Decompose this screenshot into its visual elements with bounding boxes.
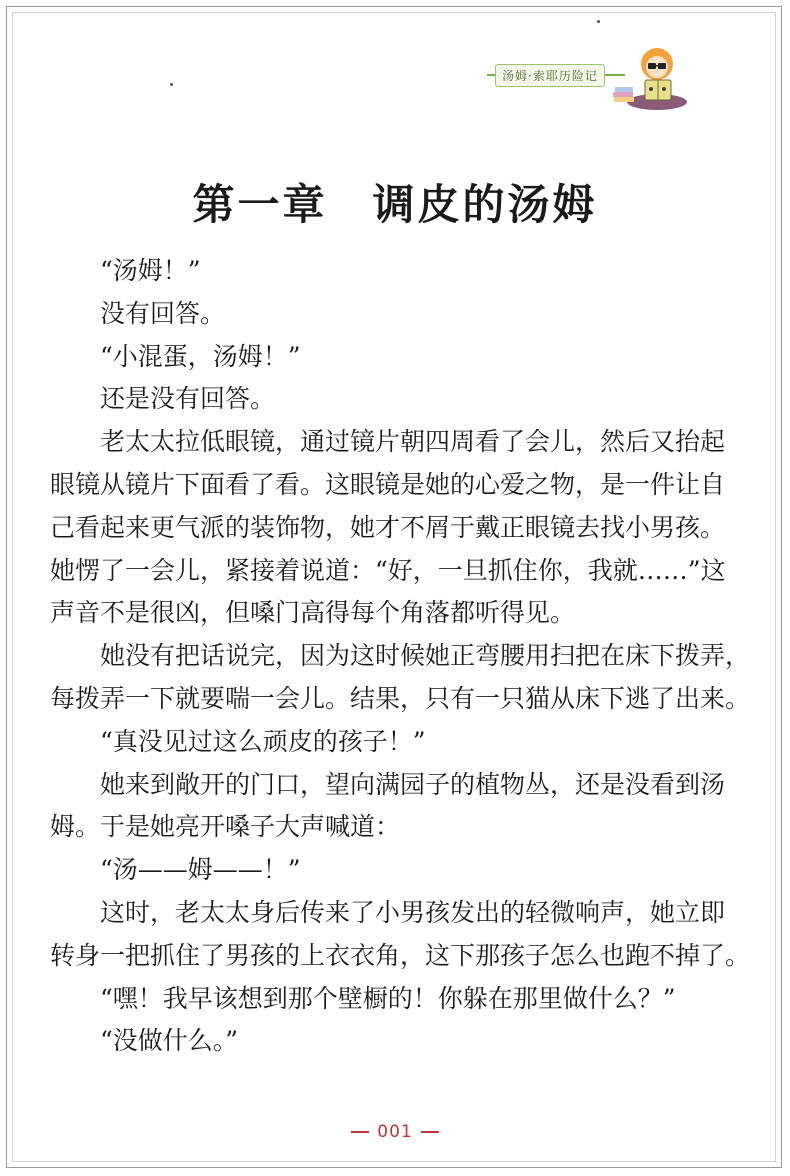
paragraph: “没做什么。”: [100, 1026, 239, 1056]
paragraph-continuation: 转身一把抓住了男孩的上衣衣角，这下那孩子怎么也跑不掉了。: [50, 940, 751, 970]
paragraph-continuation: 每拨弄一下就要喘一会儿。结果，只有一只猫从床下逃了出来。: [50, 683, 751, 713]
paragraph: 还是没有回答。: [100, 384, 276, 414]
paragraph: 这时，老太太身后传来了小男孩发出的轻微响声，她立即: [100, 897, 726, 927]
paragraph-continuation: 己看起来更气派的装饰物，她才不屑于戴正眼镜去找小男孩。: [50, 512, 726, 542]
paragraph: “嘿！我早该想到那个壁橱的！你躲在那里做什么？”: [100, 983, 676, 1013]
paragraph: 没有回答。: [100, 298, 226, 328]
paragraph-continuation: 声音不是很凶，但嗓门高得每个角落都听得见。: [50, 598, 576, 628]
paragraph: 她没有把话说完，因为这时候她正弯腰用扫把在床下拨弄，: [100, 641, 751, 671]
footer-dash-left: [351, 1131, 369, 1133]
scan-speck: [170, 83, 173, 86]
paragraph-continuation: 眼镜从镜片下面看了看。这眼镜是她的心爱之物，是一件让自: [50, 469, 726, 499]
paragraph-continuation: 她愣了一会儿，紧接着说道：“好，一旦抓住你，我就……”这: [50, 555, 726, 585]
footer-dash-right: [421, 1131, 439, 1133]
scan-speck: [597, 20, 600, 23]
reading-girl-illustration: [605, 42, 700, 112]
paragraph: “汤——姆——！”: [100, 855, 301, 885]
paragraph: 她来到敞开的门口，望向满园子的植物丛，还是没看到汤: [100, 769, 726, 799]
page-number: 001: [377, 1122, 413, 1142]
chapter-title: 第一章 调皮的汤姆: [192, 180, 598, 229]
running-header: [487, 60, 615, 90]
paragraph: “小混蛋，汤姆！”: [100, 341, 301, 371]
paragraph: “汤姆！”: [100, 256, 201, 285]
series-label: 汤姆·索耶历险记: [495, 64, 605, 87]
paragraph: “真没见过这么顽皮的孩子！”: [100, 726, 426, 756]
chapter-body: [50, 250, 750, 1063]
page-footer: [0, 1122, 790, 1142]
paragraph-continuation: 姆。于是她亮开嗓子大声喊道：: [50, 812, 401, 842]
paragraph: 老太太拉低眼镜，通过镜片朝四周看了会儿，然后又抬起: [100, 427, 726, 457]
